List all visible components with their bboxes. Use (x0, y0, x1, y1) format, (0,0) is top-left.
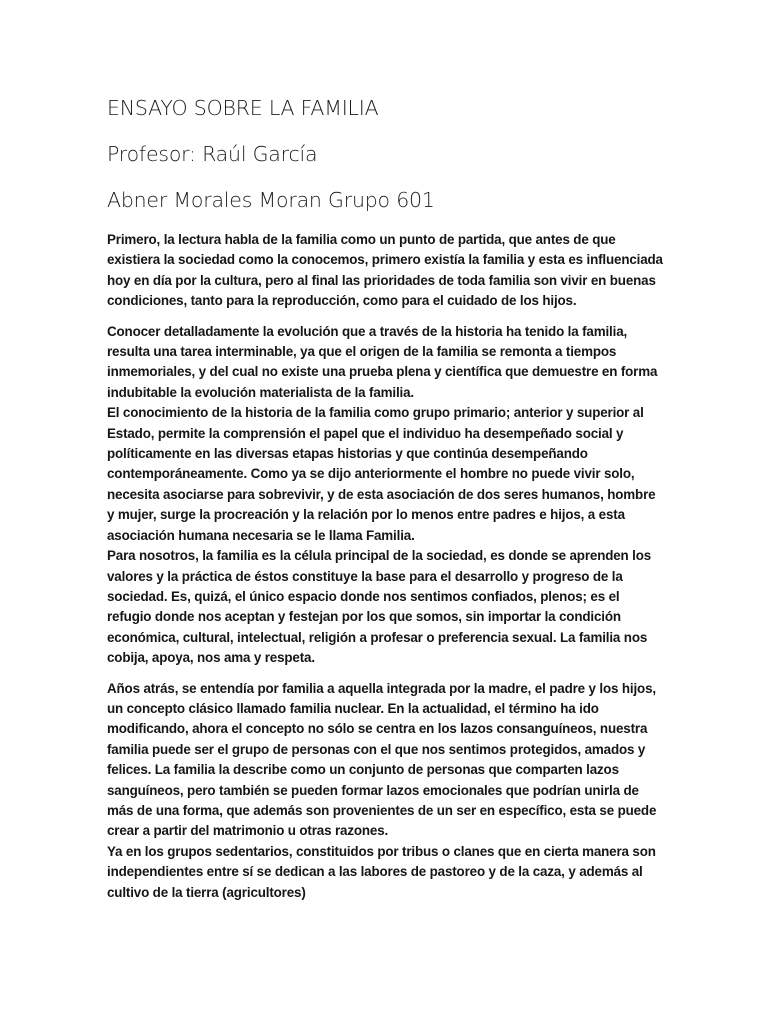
document-page (107, 96, 663, 903)
paragraph-4: Para nosotros, la familia es la célula principal de la sociedad, es donde se aprenden los valores y la práctica de éstos constituye la base para el desarrollo y progreso de la sociedad. Es, quizá, el único espacio donde nos sentimos confiados, plenos; es el refugio donde nos aceptan y festejan por los que somos, sin importar la condición económica, cultural, intelectual, religión a profesar o preferencia sexual. La familia nos cobija, apoya, nos ama y respeta. (107, 548, 652, 666)
paragraph-2: Conocer detalladamente la evolución que a través de la historia ha tenido la familia, resulta una tarea interminable, ya que el origen de la familia se remonta a tiempos inmemoriales, y del cual no existe una prueba plena y científica que demuestre en forma indubitable la evolución materialista de la familia. (107, 323, 658, 400)
author-group-line: Abner Morales Moran Grupo 601 (107, 188, 435, 212)
paragraph-5: Años atrás, se entendía por familia a aquella integrada por la madre, el padre y los hijos, un concepto clásico llamado familia nuclear. En la actualidad, el término ha ido modificando, ahora el concepto no sólo se centra en los lazos consanguíneos, nuestra familia puede ser el grupo de personas con el que nos sentimos protegidos, amados y felices. La familia la describe como un conjunto de personas que comparten lazos sanguíneos, pero también se pueden formar lazos emocionales que podrían unirla de más de una forma, que además son provenientes de un ser en específico, esta se puede crear a partir del matrimonio u otras razones. (107, 680, 657, 839)
essay-title: ENSAYO SOBRE LA FAMILIA (107, 96, 379, 120)
paragraph-3: El conocimiento de la historia de la familia como grupo primario; anterior y superior al Estado, permite la comprensión el papel que el individuo ha desempeñado social y políticamente en las diversas etapas historias y que continúa desempeñando contemporáneamente. Como ya se dijo anteriormente el hombre no puede vivir solo, necesita asociarse para sobrevivir, y de esta asociación de dos seres humanos, hombre y mujer, surge la procreación y la relación por lo menos entre padres e hijos, a esta asociación humana necesaria se le llama Familia. (107, 405, 656, 543)
paragraph-1: Primero, la lectura habla de la familia como un punto de partida, que antes de que existiera la sociedad como la conocemos, primero existía la familia y esta es influenciada hoy en día por la cultura, pero al final las prioridades de toda familia son vivir en buenas condiciones, tanto para la reproducción, como para el cuidado de los hijos. (107, 232, 663, 309)
paragraph-6: Ya en los grupos sedentarios, constituidos por tribus o clanes que en cierta manera son independientes entre sí se dedican a las labores de pastoreo y de la caza, y además al cultivo de la tierra (agricultores) (107, 843, 656, 900)
professor-line: Profesor: Raúl García (107, 142, 318, 166)
